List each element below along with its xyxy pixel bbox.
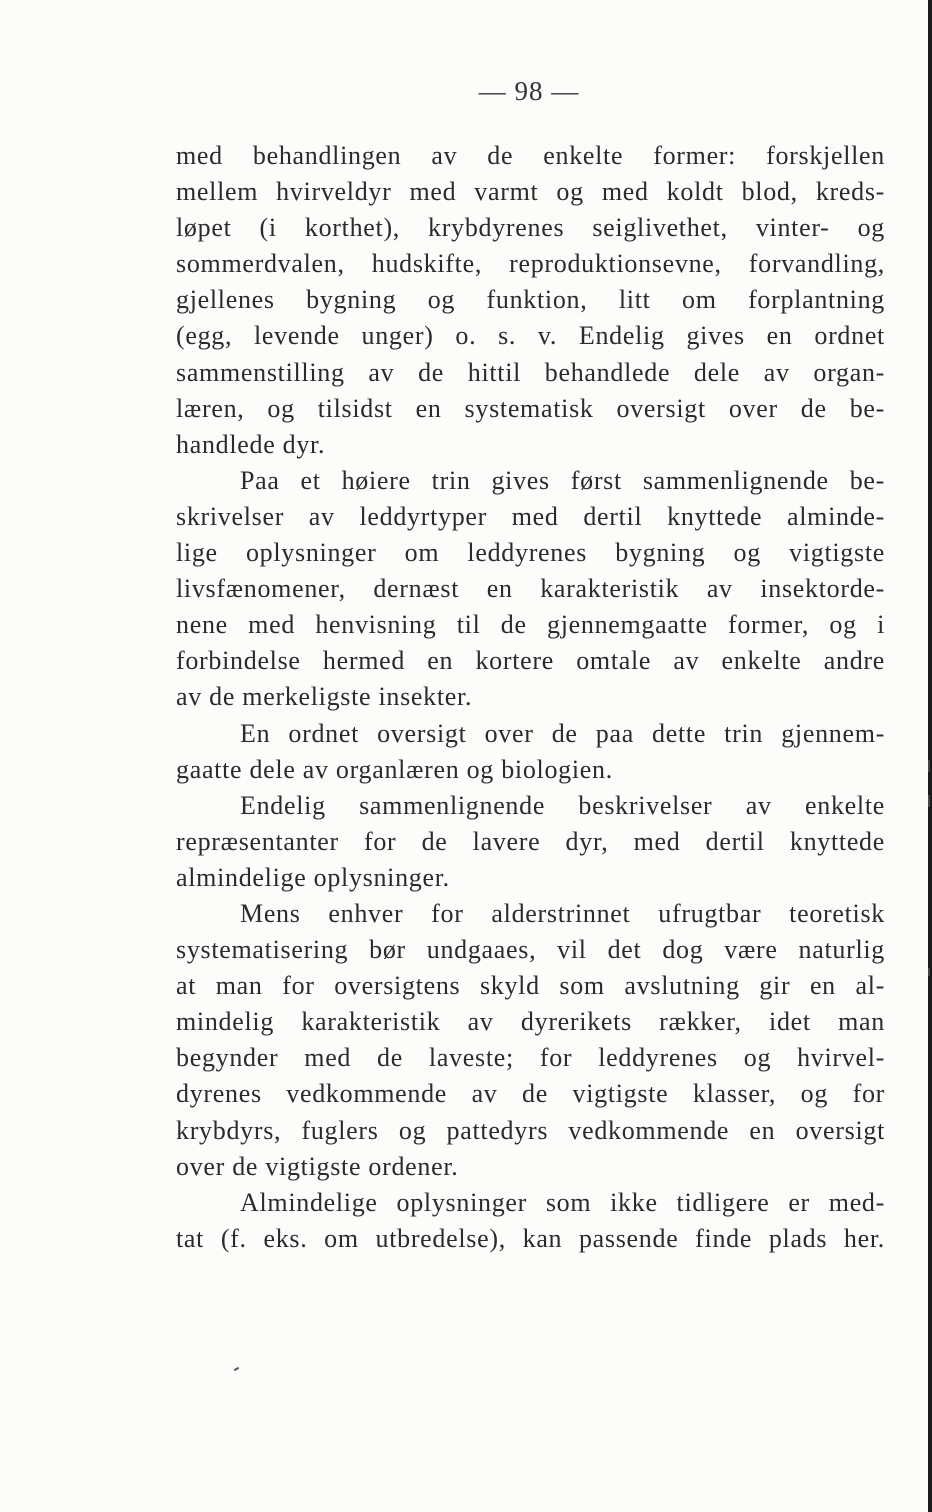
text-line: over de vigtigste ordener. — [176, 1151, 459, 1181]
text-line: handlede dyr. — [176, 429, 326, 459]
text-line: (egg, levende unger) o. s. v. Endelig gives en ordnet — [176, 321, 885, 351]
ink-speck — [234, 1367, 239, 1371]
text-line: av de merkeligste insekter. — [176, 682, 473, 712]
text-line: mindelig karakteristik av dyrerikets rækker, idet man — [176, 1007, 885, 1037]
text-line: mellem hvirveldyr med varmt og med koldt blod, kreds- — [176, 177, 885, 207]
text-line: sammenstilling av de hittil behandlede dele av organ- — [176, 357, 885, 387]
text-line: forbindelse hermed en kortere omtale av enkelte andre — [176, 646, 885, 676]
margin-mark — [928, 795, 930, 807]
text-line: sommerdvalen, hudskifte, reproduktionsevne, forvandling, — [176, 249, 885, 279]
text-line: at man for oversigtens skyld som avslutning gir en al- — [176, 971, 885, 1001]
text-line: Paa et høiere trin gives først sammenlignende be- — [240, 465, 885, 495]
margin-mark — [928, 760, 930, 772]
text-line: nene med henvisning til de gjennemgaatte former, og i — [176, 610, 885, 640]
text-line: krybdyrs, fuglers og pattedyrs vedkommende en oversigt — [176, 1115, 885, 1145]
text-line: Endelig sammenlignende beskrivelser av enkelte — [240, 790, 885, 820]
text-line: En ordnet oversigt over de paa dette trin gjennem- — [240, 718, 885, 748]
text-line: livsfænomener, dernæst en karakteristik av insektorde- — [176, 574, 885, 604]
text-line: systematisering bør undgaaes, vil det dog være naturlig — [176, 935, 885, 965]
text-line: Mens enhver for alderstrinnet ufrugtbar teoretisk — [240, 898, 885, 928]
text-line: løpet (i korthet), krybdyrenes seiglivethet, vinter- og — [176, 213, 885, 243]
text-line: begynder med de laveste; for leddyrenes og hvirvel- — [176, 1043, 885, 1073]
text-line: gjellenes bygning og funktion, litt om forplantning — [176, 285, 885, 315]
page-number: — 98 — — [478, 76, 580, 106]
page-edge-shadow — [928, 0, 932, 1512]
text-line: med behandlingen av de enkelte former: forskjellen — [176, 141, 885, 170]
margin-mark — [928, 968, 930, 976]
text-line: dyrenes vedkommende av de vigtigste klasser, og for — [176, 1079, 885, 1109]
text-line: skrivelser av leddyrtyper med dertil knyttede alminde- — [176, 501, 885, 531]
text-line: læren, og tilsidst en systematisk oversigt over de be- — [176, 393, 885, 423]
text-line: Almindelige oplysninger som ikke tidligere er med- — [240, 1187, 885, 1217]
text-line: gaatte dele av organlæren og biologien. — [176, 754, 613, 784]
text-line: repræsentanter for de lavere dyr, med dertil knyttede — [176, 826, 885, 856]
text-line: tat (f. eks. om utbredelse), kan passende finde plads her. — [176, 1223, 885, 1253]
body-text — [176, 138, 885, 1257]
text-line: lige oplysninger om leddyrenes bygning og vigtigste — [176, 538, 885, 568]
text-line: almindelige oplysninger. — [176, 862, 450, 892]
